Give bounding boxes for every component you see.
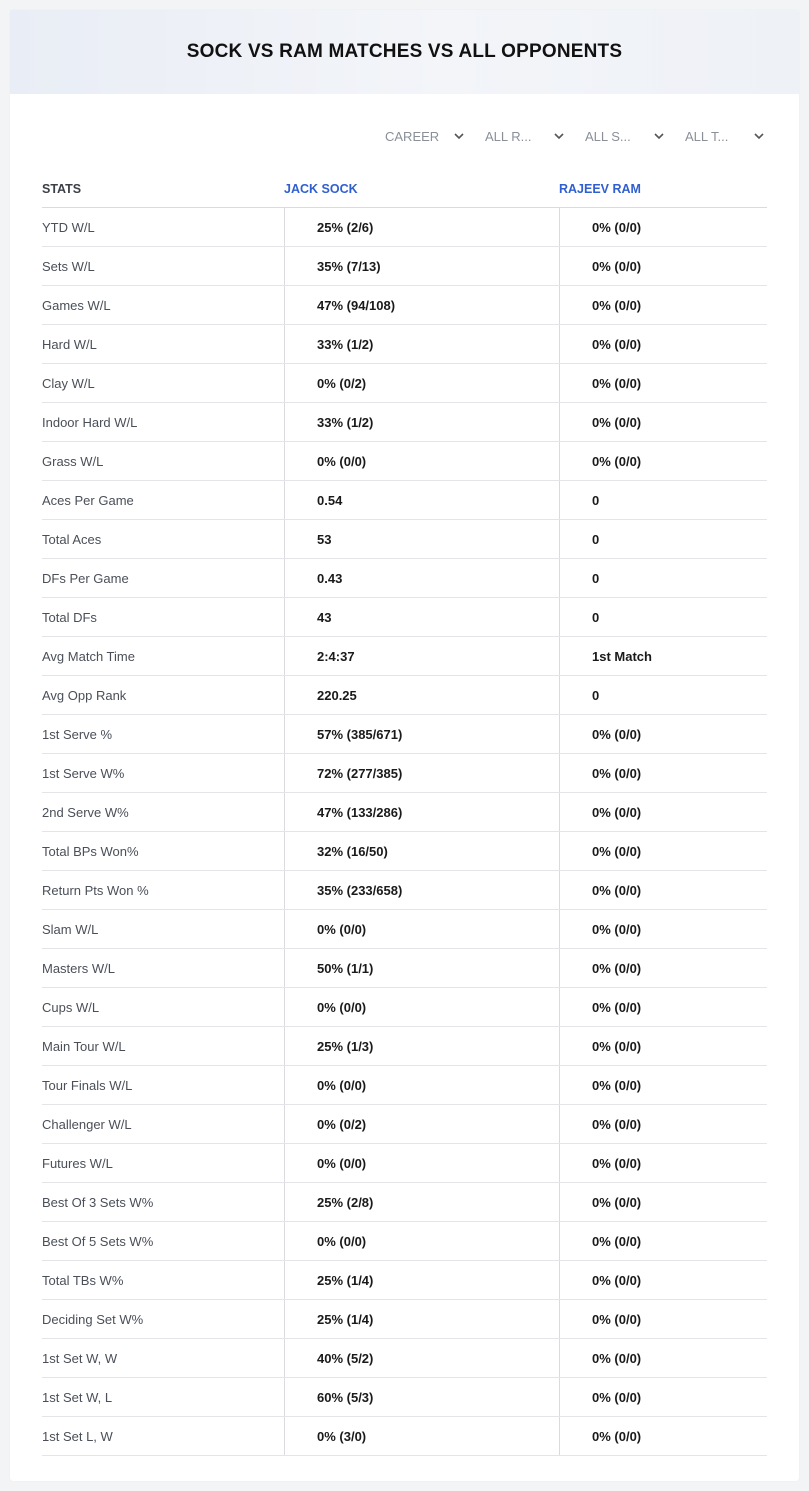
player2-value: 0% (0/0) bbox=[559, 988, 767, 1026]
player2-value: 0% (0/0) bbox=[559, 1417, 767, 1455]
filter-surface-select[interactable] bbox=[565, 126, 665, 146]
chevron-down-icon bbox=[553, 130, 565, 142]
chevron-down-icon bbox=[453, 130, 465, 142]
player2-value: 0% (0/0) bbox=[559, 832, 767, 870]
stat-label: YTD W/L bbox=[42, 219, 95, 235]
chevron-down-icon bbox=[753, 130, 765, 142]
player2-value: 0 bbox=[559, 481, 767, 519]
player1-value: 47% (133/286) bbox=[284, 793, 559, 831]
filter-period-value: CAREER bbox=[385, 128, 440, 144]
stat-label: Total TBs W% bbox=[42, 1272, 124, 1288]
player2-value: 0% (0/0) bbox=[559, 364, 767, 402]
player2-value: 0% (0/0) bbox=[559, 1261, 767, 1299]
stat-label: 1st Set W, L bbox=[42, 1389, 113, 1405]
table-header bbox=[42, 170, 767, 208]
table-row bbox=[42, 1222, 767, 1261]
table-row bbox=[42, 208, 767, 247]
player2-value: 0 bbox=[559, 520, 767, 558]
stat-label: Main Tour W/L bbox=[42, 1038, 126, 1054]
stat-label: Sets W/L bbox=[42, 258, 95, 274]
player2-value: 0% (0/0) bbox=[559, 1222, 767, 1260]
player2-value: 0% (0/0) bbox=[559, 871, 767, 909]
player1-value: 25% (1/4) bbox=[284, 1261, 559, 1299]
stats-column-header: STATS bbox=[42, 181, 82, 196]
stat-label: Masters W/L bbox=[42, 960, 115, 976]
filter-surface-value: ALL S... bbox=[585, 128, 631, 144]
table-row bbox=[42, 1300, 767, 1339]
table-row bbox=[42, 1066, 767, 1105]
player1-value: 0% (0/0) bbox=[284, 442, 559, 480]
player1-value: 0% (3/0) bbox=[284, 1417, 559, 1455]
stat-label: 1st Serve W% bbox=[42, 765, 125, 781]
player1-value: 0% (0/0) bbox=[284, 1066, 559, 1104]
table-row bbox=[42, 1417, 767, 1456]
stat-label: Deciding Set W% bbox=[42, 1311, 144, 1327]
player2-value: 0% (0/0) bbox=[559, 793, 767, 831]
player2-value: 0% (0/0) bbox=[559, 286, 767, 324]
card-header bbox=[10, 10, 799, 94]
stat-label: Games W/L bbox=[42, 297, 111, 313]
player1-value: 35% (233/658) bbox=[284, 871, 559, 909]
filter-tournament-value: ALL T... bbox=[685, 128, 729, 144]
table-row bbox=[42, 754, 767, 793]
table-row bbox=[42, 403, 767, 442]
player2-value: 1st Match bbox=[559, 637, 767, 675]
player1-value: 25% (1/3) bbox=[284, 1027, 559, 1065]
table-row bbox=[42, 442, 767, 481]
table-row bbox=[42, 871, 767, 910]
player2-value: 0% (0/0) bbox=[559, 754, 767, 792]
stat-label: Cups W/L bbox=[42, 999, 100, 1015]
player2-value: 0% (0/0) bbox=[559, 442, 767, 480]
stat-label: Clay W/L bbox=[42, 375, 95, 391]
stat-label: Futures W/L bbox=[42, 1155, 113, 1171]
stat-label: Avg Match Time bbox=[42, 648, 135, 664]
player1-value: 0% (0/0) bbox=[284, 1222, 559, 1260]
table-row bbox=[42, 247, 767, 286]
player1-value: 33% (1/2) bbox=[284, 325, 559, 363]
table-row bbox=[42, 364, 767, 403]
player2-value: 0% (0/0) bbox=[559, 247, 767, 285]
player2-value: 0% (0/0) bbox=[559, 1144, 767, 1182]
player2-value: 0% (0/0) bbox=[559, 1183, 767, 1221]
stat-label: Total Aces bbox=[42, 531, 102, 547]
stat-label: DFs Per Game bbox=[42, 570, 129, 586]
table-row bbox=[42, 1261, 767, 1300]
page-title: SOCK VS RAM MATCHES VS ALL OPPONENTS bbox=[186, 41, 623, 62]
player1-value: 0% (0/2) bbox=[284, 1105, 559, 1143]
player2-value: 0% (0/0) bbox=[559, 1066, 767, 1104]
filter-period-select[interactable] bbox=[365, 126, 465, 146]
filter-round-select[interactable] bbox=[465, 126, 565, 146]
player1-value: 50% (1/1) bbox=[284, 949, 559, 987]
player2-value: 0% (0/0) bbox=[559, 325, 767, 363]
table-row bbox=[42, 1339, 767, 1378]
stat-label: Total DFs bbox=[42, 609, 97, 625]
player1-value: 0% (0/0) bbox=[284, 1144, 559, 1182]
table-row bbox=[42, 1183, 767, 1222]
stats-table bbox=[42, 170, 767, 1456]
player1-value: 40% (5/2) bbox=[284, 1339, 559, 1377]
player1-value: 25% (2/8) bbox=[284, 1183, 559, 1221]
player1-link[interactable]: JACK SOCK bbox=[284, 181, 358, 196]
player1-value: 35% (7/13) bbox=[284, 247, 559, 285]
table-row bbox=[42, 481, 767, 520]
stats-card bbox=[10, 10, 799, 1481]
table-row bbox=[42, 598, 767, 637]
stat-label: 1st Set W, W bbox=[42, 1350, 118, 1366]
table-row bbox=[42, 1378, 767, 1417]
stat-label: Tour Finals W/L bbox=[42, 1077, 133, 1093]
player1-value: 47% (94/108) bbox=[284, 286, 559, 324]
player2-value: 0% (0/0) bbox=[559, 1339, 767, 1377]
player2-value: 0% (0/0) bbox=[559, 949, 767, 987]
player2-value: 0% (0/0) bbox=[559, 910, 767, 948]
table-row bbox=[42, 1027, 767, 1066]
filter-tournament-select[interactable] bbox=[665, 126, 765, 146]
stat-label: Avg Opp Rank bbox=[42, 687, 127, 703]
player2-value: 0% (0/0) bbox=[559, 1300, 767, 1338]
player1-value: 57% (385/671) bbox=[284, 715, 559, 753]
stat-label: Grass W/L bbox=[42, 453, 104, 469]
player1-value: 72% (277/385) bbox=[284, 754, 559, 792]
player2-value: 0% (0/0) bbox=[559, 1027, 767, 1065]
table-body bbox=[42, 208, 767, 1456]
player2-value: 0% (0/0) bbox=[559, 1105, 767, 1143]
player2-value: 0% (0/0) bbox=[559, 1378, 767, 1416]
table-row bbox=[42, 637, 767, 676]
player1-value: 0.43 bbox=[284, 559, 559, 597]
player2-link[interactable]: RAJEEV RAM bbox=[559, 181, 641, 196]
player1-value: 43 bbox=[284, 598, 559, 636]
table-row bbox=[42, 559, 767, 598]
table-row bbox=[42, 286, 767, 325]
stat-label: Challenger W/L bbox=[42, 1116, 132, 1132]
table-row bbox=[42, 676, 767, 715]
table-row bbox=[42, 988, 767, 1027]
table-row bbox=[42, 910, 767, 949]
player2-value: 0% (0/0) bbox=[559, 403, 767, 441]
stat-label: Total BPs Won% bbox=[42, 843, 139, 859]
table-row bbox=[42, 1105, 767, 1144]
stat-label: Slam W/L bbox=[42, 921, 99, 937]
stat-label: Indoor Hard W/L bbox=[42, 414, 138, 430]
player1-value: 32% (16/50) bbox=[284, 832, 559, 870]
stat-label: Best Of 3 Sets W% bbox=[42, 1194, 154, 1210]
player1-value: 0% (0/2) bbox=[284, 364, 559, 402]
player1-value: 60% (5/3) bbox=[284, 1378, 559, 1416]
stat-label: Return Pts Won % bbox=[42, 882, 149, 898]
player1-value: 33% (1/2) bbox=[284, 403, 559, 441]
stat-label: Best Of 5 Sets W% bbox=[42, 1233, 154, 1249]
filter-bar bbox=[365, 126, 765, 146]
player2-value: 0 bbox=[559, 676, 767, 714]
table-row bbox=[42, 325, 767, 364]
player1-value: 0% (0/0) bbox=[284, 988, 559, 1026]
chevron-down-icon bbox=[653, 130, 665, 142]
table-row bbox=[42, 793, 767, 832]
stat-label: 1st Set L, W bbox=[42, 1428, 113, 1444]
player1-value: 25% (2/6) bbox=[284, 208, 559, 246]
player1-value: 0% (0/0) bbox=[284, 910, 559, 948]
table-row bbox=[42, 1144, 767, 1183]
player2-value: 0 bbox=[559, 559, 767, 597]
table-row bbox=[42, 520, 767, 559]
stat-label: Aces Per Game bbox=[42, 492, 134, 508]
table-row bbox=[42, 715, 767, 754]
filter-round-value: ALL R... bbox=[485, 128, 532, 144]
player1-value: 25% (1/4) bbox=[284, 1300, 559, 1338]
player1-value: 0.54 bbox=[284, 481, 559, 519]
player2-value: 0 bbox=[559, 598, 767, 636]
player2-value: 0% (0/0) bbox=[559, 208, 767, 246]
stat-label: 2nd Serve W% bbox=[42, 804, 129, 820]
table-row bbox=[42, 832, 767, 871]
player1-value: 53 bbox=[284, 520, 559, 558]
stat-label: Hard W/L bbox=[42, 336, 97, 352]
stat-label: 1st Serve % bbox=[42, 726, 113, 742]
player1-value: 2:4:37 bbox=[284, 637, 559, 675]
player2-value: 0% (0/0) bbox=[559, 715, 767, 753]
table-row bbox=[42, 949, 767, 988]
player1-value: 220.25 bbox=[284, 676, 559, 714]
